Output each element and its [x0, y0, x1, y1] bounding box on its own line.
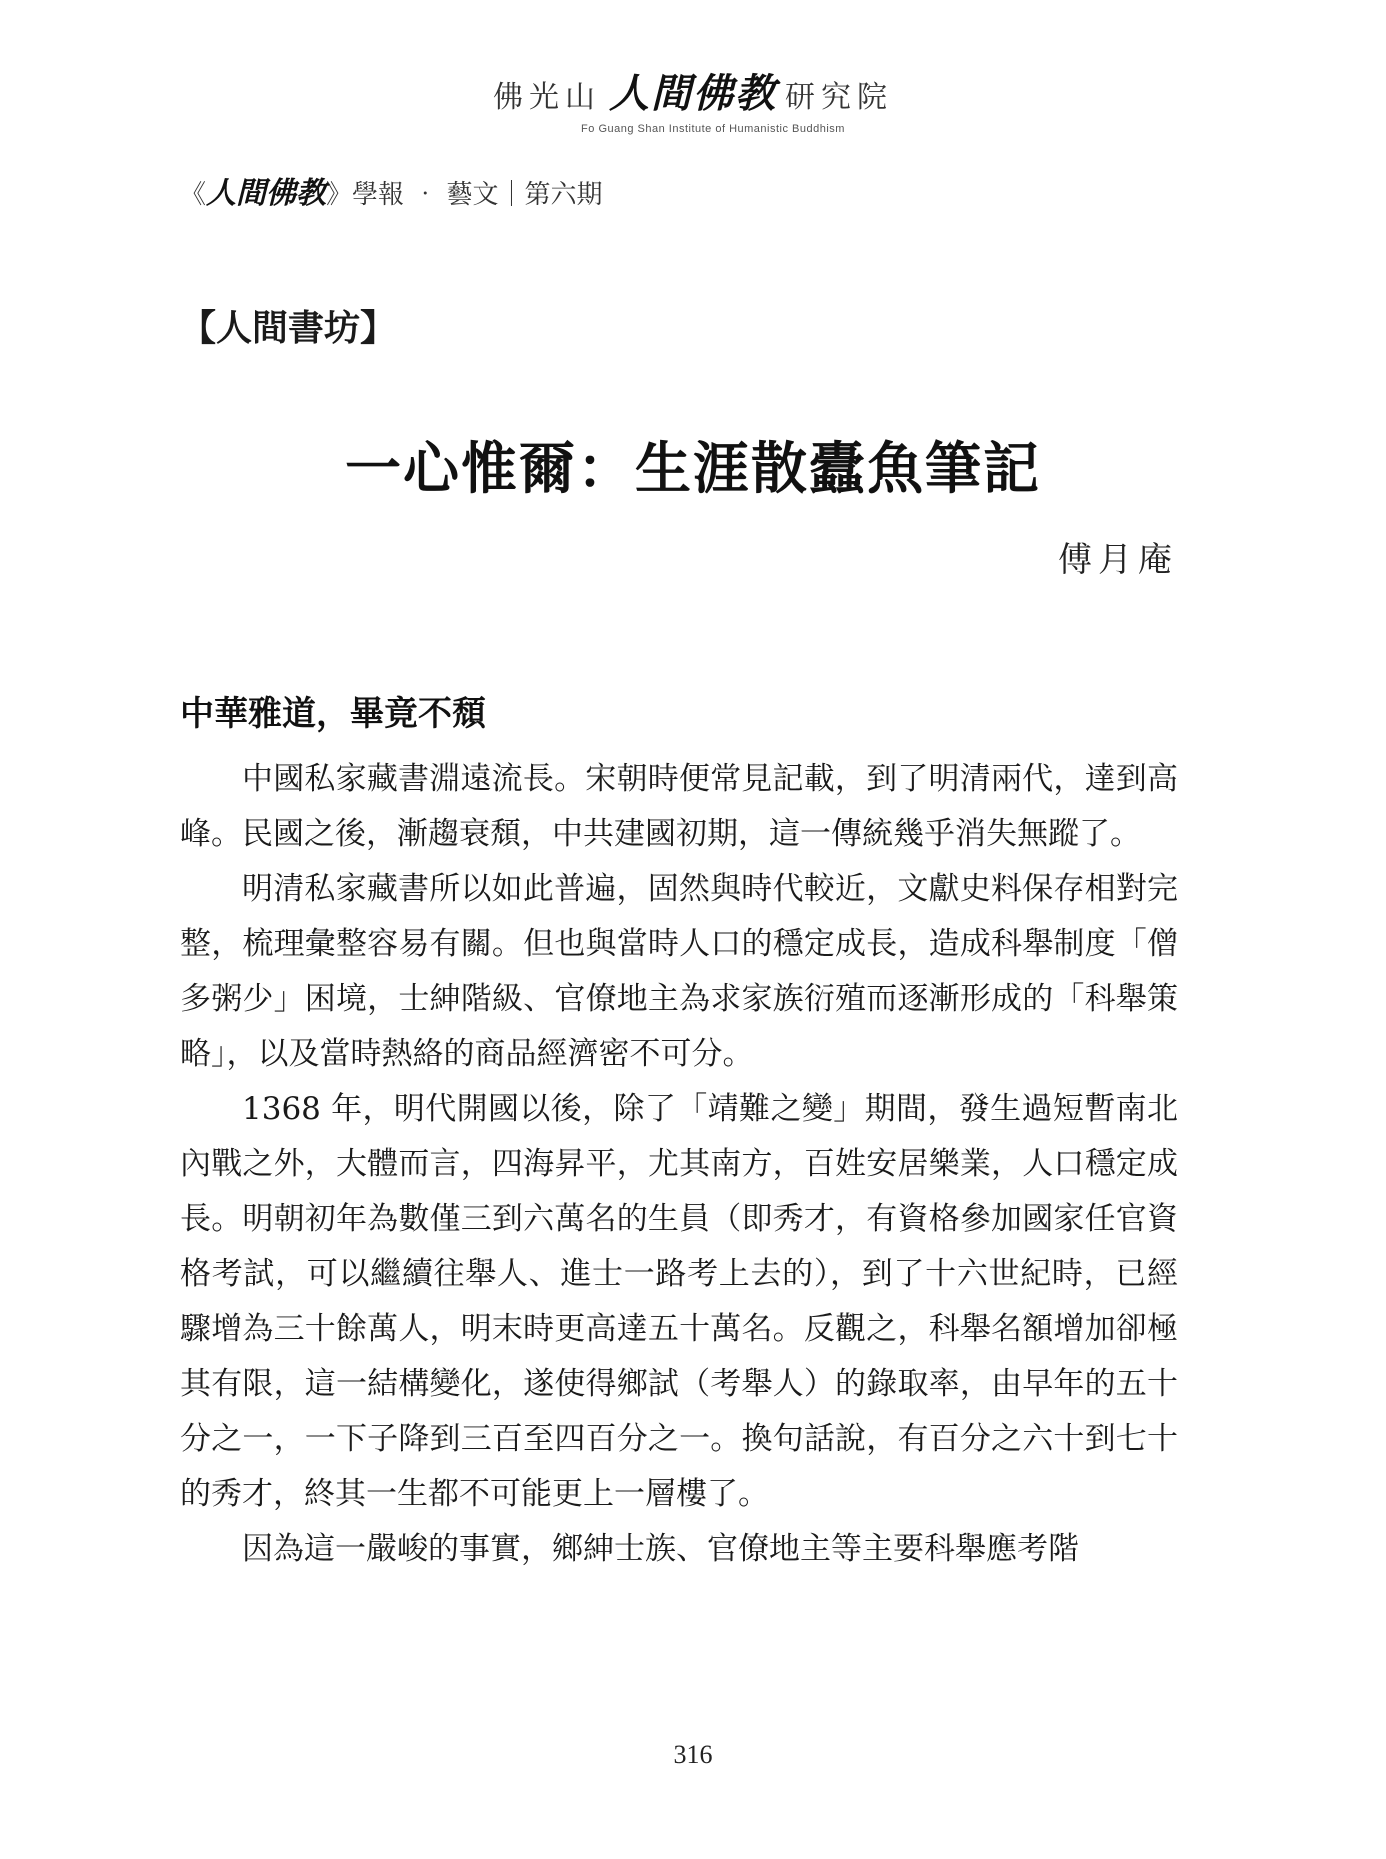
journal-open-bracket: 《	[180, 180, 207, 210]
institute-prefix: 佛光山	[493, 80, 601, 115]
page-number: 316	[673, 1740, 713, 1769]
body-paragraph: 中國私家藏書淵遠流長。宋朝時便常見記載，到了明清兩代，達到高峰。民國之後，漸趨衰頹，中共建國初期，這一傳統幾乎消失無蹤了。	[180, 761, 1178, 852]
institute-name	[0, 62, 1386, 119]
article-author: 傅月庵	[1058, 540, 1178, 580]
journal-running-header	[180, 168, 603, 212]
body-paragraph: 1368 年，明代開國以後，除了「靖難之變」期間，發生過短暫南北內戰之外，大體而言，四海昇平，尤其南方，百姓安居樂業，人口穩定成長。明朝初年為數僅三到六萬名的生員（即秀才，有資格參加國家任官資格考試，可以繼續往舉人、進士一路考上去的），到了十六世紀時，已經驟增為三十餘萬人，明末時更高達五十萬名。反觀之，科舉名額增加卻極其有限，這一結構變化，遂使得鄉試（考舉人）的錄取率，由早年的五十分之一，一下子降到三百至四百分之一。換句話說，有百分之六十到七十的秀才，終其一生都不可能更上一層樓了。	[180, 1091, 1178, 1512]
body-paragraph: 明清私家藏書所以如此普遍，固然與時代較近，文獻史料保存相對完整，梳理彙整容易有關。但也與當時人口的穩定成長，造成科舉制度「僧多粥少」困境，士紳階級、官僚地主為求家族衍殖而逐漸形成的「科舉策略」，以及當時熱絡的商品經濟密不可分。	[180, 871, 1178, 1072]
institute-english-name: Fo Guang Shan Institute of Humanistic Buddhism	[581, 123, 845, 135]
journal-logo: 人間佛教	[206, 176, 327, 211]
article-body	[180, 752, 1178, 1577]
humanistic-buddhism-logo: 人間佛教	[609, 71, 777, 117]
article-title: 一心惟爾：生涯散蠹魚筆記	[345, 436, 1041, 502]
institute-suffix: 研究院	[785, 80, 893, 115]
institute-header	[0, 62, 1386, 135]
body-paragraph: 因為這一嚴峻的事實，鄉紳士族、官僚地主等主要科舉應考階	[242, 1531, 1079, 1567]
section-subheading: 中華雅道，畢竟不頹	[180, 694, 486, 734]
section-tag: 【人間書坊】	[180, 307, 397, 349]
journal-issue: 》學報 ‧ 藝文｜第六期	[326, 180, 603, 210]
